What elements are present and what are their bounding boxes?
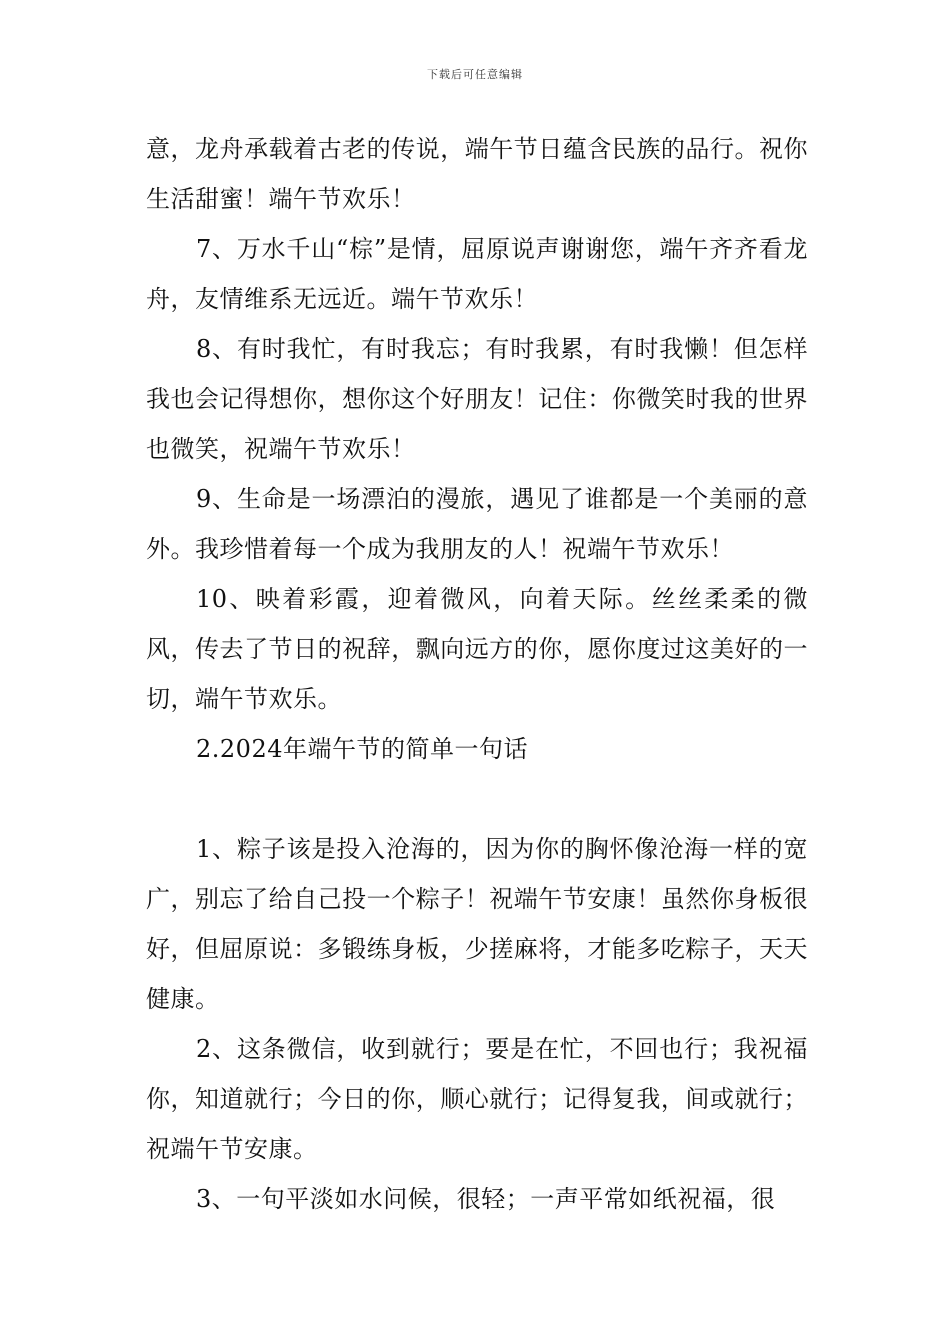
paragraph-item-9: 9、生命是一场漂泊的漫旅，遇见了谁都是一个美丽的意外。我珍惜着每一个成为我朋友的人！祝端午节欢乐！ (146, 485, 808, 563)
paragraph-section-item-2: 2、这条微信，收到就行；要是在忙，不回也行；我祝福你，知道就行；今日的你，顺心就行；记得复我，间或就行；祝端午节安康。 (146, 1035, 808, 1163)
paragraph-section-item-3: 3、一句平淡如水问候，很轻；一声平常如纸祝福，很 (196, 1185, 776, 1213)
paragraph-item-10: 10、映着彩霞，迎着微风，向着天际。丝丝柔柔的微风，传去了节日的祝辞，飘向远方的你，愿你度过这美好的一切，端午节欢乐。 (146, 585, 808, 713)
paragraph-continuation: 意，龙舟承载着古老的传说，端午节日蕴含民族的品行。祝你生活甜蜜！端午节欢乐！ (146, 135, 808, 213)
page-header-note: 下载后可任意编辑 (427, 68, 523, 81)
paragraph-section-item-1: 1、粽子该是投入沧海的，因为你的胸怀像沧海一样的宽广，别忘了给自己投一个粽子！祝端午节安康！虽然你身板很好，但屈原说：多锻练身板，少搓麻将，才能多吃粽子，天天健康。 (146, 835, 808, 1013)
paragraph-item-8: 8、有时我忙，有时我忘；有时我累，有时我懒！但怎样我也会记得想你，想你这个好朋友！记住：你微笑时我的世界也微笑，祝端午节欢乐！ (146, 335, 808, 463)
paragraph-item-7: 7、万水千山“棕”是情，屈原说声谢谢您，端午齐齐看龙舟，友情维系无远近。端午节欢乐！ (146, 235, 808, 313)
section-spacer (146, 774, 808, 824)
section-heading: 2.2024年端午节的简单一句话 (196, 735, 528, 763)
document-body (146, 124, 808, 1224)
